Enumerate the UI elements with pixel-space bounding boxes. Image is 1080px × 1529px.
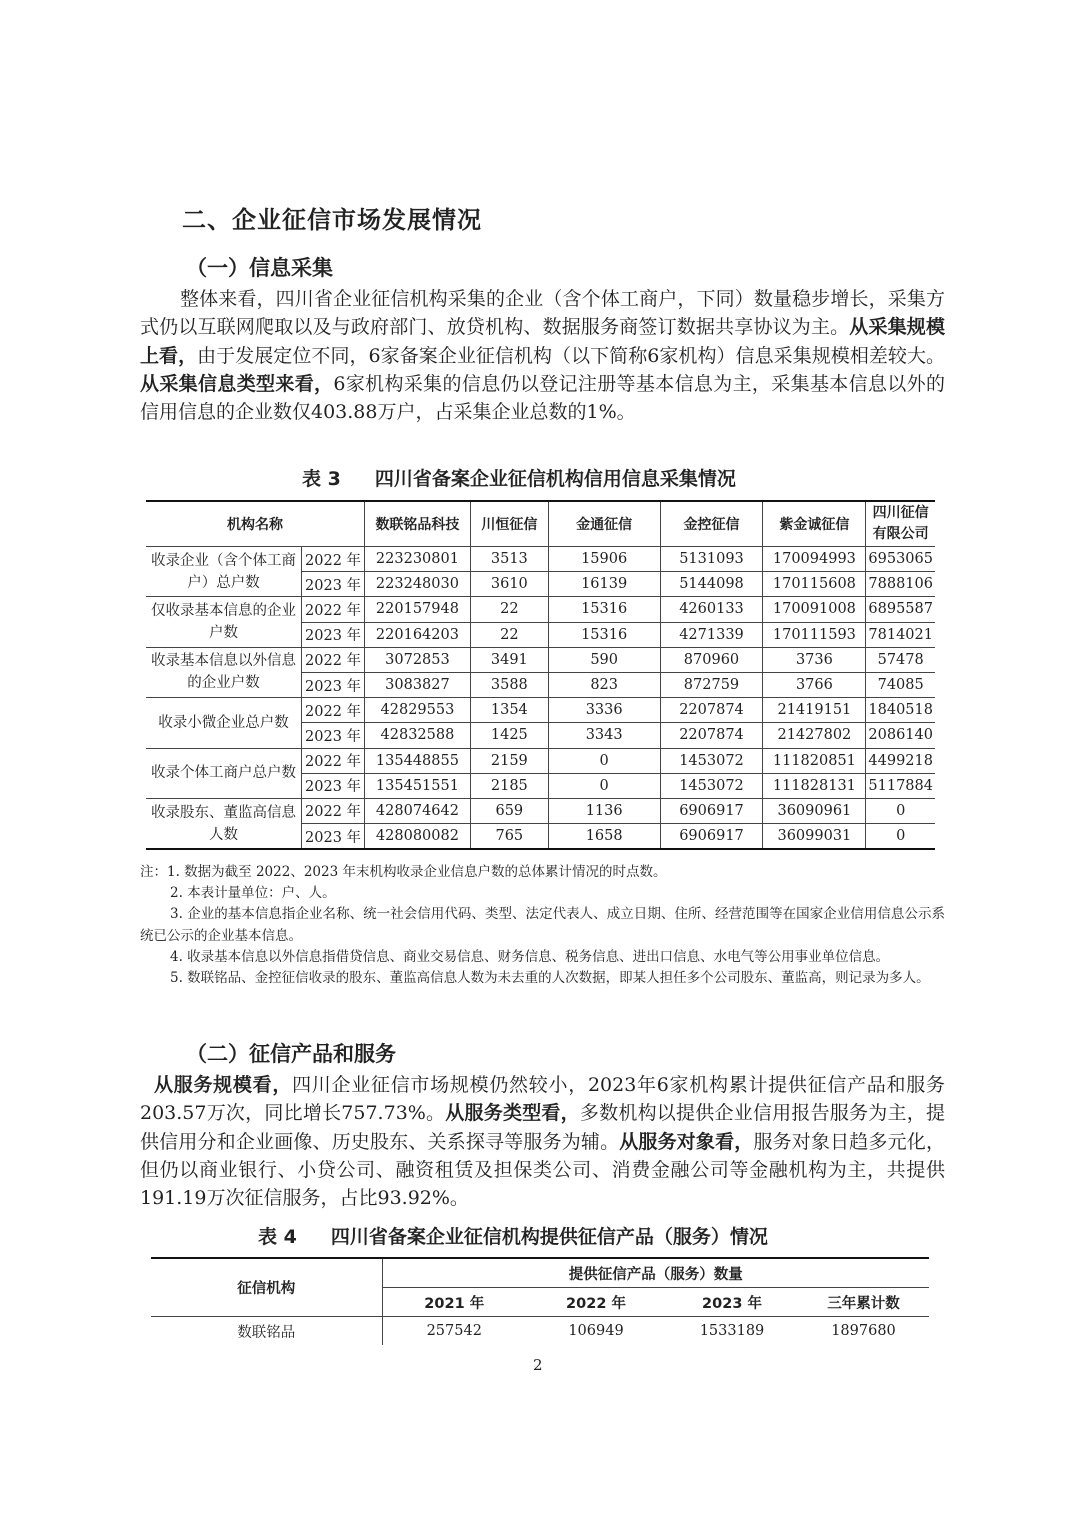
table3-cell: 6895587 (866, 597, 935, 622)
table4-header-year: 2022 年 (526, 1288, 666, 1317)
table3-cell: 4260133 (660, 597, 763, 622)
table3-cell: 170094993 (763, 547, 866, 572)
table3-cell-year: 2023 年 (302, 824, 365, 850)
table3-cell: 659 (470, 798, 548, 823)
table3-cell: 111820851 (763, 748, 866, 773)
table3-cell-year: 2022 年 (302, 698, 365, 723)
paragraph-info-collection (140, 285, 945, 426)
table3-caption (302, 464, 736, 491)
paragraph-text: 整体来看，四川省企业征信机构采集的企业（含个体工商户，下同）数量稳步增长，采集方式仍以互联网爬取以及与政府部门、放贷机构、数据服务商签订数据共享协议为主。 (140, 288, 945, 339)
table4-header-year: 2021 年 (382, 1288, 526, 1317)
page-number: 2 (533, 1356, 543, 1374)
table4-cell: 257542 (382, 1317, 526, 1346)
table3-row-label: 收录股东、董监高信息人数 (146, 798, 302, 849)
paragraph-lead-phrase: 从服务类型看， (445, 1102, 580, 1125)
table3-cell: 135451551 (364, 773, 470, 798)
table3-header-org: 数联铭品科技 (364, 501, 470, 547)
table3-cell: 74085 (866, 672, 935, 697)
subsection-title-products-services: （二）征信产品和服务 (186, 1042, 396, 1066)
table3-cell: 2159 (470, 748, 548, 773)
table3-cell-year: 2023 年 (302, 622, 365, 647)
table3-cell-year: 2023 年 (302, 773, 365, 798)
paragraph-lead-phrase: 从服务对象看， (619, 1130, 754, 1153)
table3-cell: 3736 (763, 647, 866, 672)
table-row (151, 1317, 929, 1346)
table4-header-year: 三年累计数 (798, 1288, 929, 1317)
table3-cell: 170111593 (763, 622, 866, 647)
table-row (146, 547, 935, 572)
paragraph-products-services (140, 1071, 945, 1212)
table4-cell: 1533189 (699, 1323, 765, 1339)
table3-cell: 1136 (548, 798, 660, 823)
table3-cell: 15906 (548, 547, 660, 572)
table-row (146, 798, 935, 823)
table3-cell: 135448855 (364, 748, 470, 773)
table-row (146, 698, 935, 723)
table3-cell: 22 (470, 597, 548, 622)
table-row (146, 647, 935, 672)
table3-cell: 3610 (470, 572, 548, 597)
table4-cell: 1897680 (831, 1323, 896, 1339)
table3-cell: 1354 (470, 698, 548, 723)
table3-cell: 3083827 (364, 672, 470, 697)
table3-header-org: 川恒征信 (470, 501, 548, 547)
table3-cell: 872759 (660, 672, 763, 697)
table3-cell: 3343 (548, 723, 660, 748)
table3-header-org: 紫金诚征信 (763, 501, 866, 547)
table3-header-row (146, 501, 935, 547)
table4-caption (258, 1222, 768, 1249)
table3-row-label: 收录基本信息以外信息的企业户数 (146, 647, 302, 697)
table3-cell: 2207874 (660, 698, 763, 723)
table3-note: 3. 企业的基本信息指企业名称、统一社会信用代码、类型、法定代表人、成立日期、住所、经营范围等在国家企业信用信息公示系统已公示的企业基本信息。 (140, 906, 945, 944)
table4-header-row (151, 1258, 929, 1288)
paragraph-text: 服务对象日趋多元化，但仍以商业银行、小贷公司、融资租赁及担保类公司、消费金融公司等金融机构为主，共提供191.19万次征信服务，占比93.92%。 (140, 1130, 945, 1210)
paragraph-lead-phrase: 从采集信息类型来看， (140, 372, 334, 395)
paragraph-text: 四川企业征信市场规模仍然较小，2023年6家机构累计提供征信产品和服务203.57万次，同比增长757.73%。 (140, 1074, 945, 1125)
table3-cell: 220157948 (364, 597, 470, 622)
table3-cell: 42829553 (364, 698, 470, 723)
table3-cell: 15316 (548, 597, 660, 622)
table3-cell: 870960 (660, 647, 763, 672)
table4-header-year: 2023 年 (666, 1288, 798, 1317)
table3-cell: 220164203 (364, 622, 470, 647)
table3-cell: 823 (548, 672, 660, 697)
table3-cell: 36090961 (763, 798, 866, 823)
table3-cell: 22 (470, 622, 548, 647)
table3-note: 4. 收录基本信息以外信息指借贷信息、商业交易信息、财务信息、税务信息、进出口信息、水电气等公用事业单位信息。 (170, 948, 890, 965)
table3-cell: 1425 (470, 723, 548, 748)
paragraph-text: 6家机构采集的信息仍以登记注册等基本信息为主，采集基本信息以外的信用信息的企业数仅403.88万户，占采集企业总数的1%。 (140, 372, 945, 424)
table3-cell: 16139 (548, 572, 660, 597)
table3-cell: 42832588 (364, 723, 470, 748)
table4-cell-org: 数联铭品 (237, 1324, 296, 1341)
table3-cell: 3491 (470, 647, 548, 672)
table3-cell: 3336 (548, 698, 660, 723)
table3-cell: 3072853 (364, 647, 470, 672)
table4-number: 表 4 (258, 1226, 297, 1248)
table3-cell: 21419151 (763, 698, 866, 723)
table3-cell: 170115608 (763, 572, 866, 597)
table4-title: 四川省备案企业征信机构提供征信产品（服务）情况 (330, 1226, 768, 1248)
table3-header-org: 四川征信有限公司 (866, 501, 935, 547)
table4-header-org: 征信机构 (151, 1258, 382, 1317)
table3-cell-year: 2022 年 (302, 798, 365, 823)
table3-note: 注：1. 数据为截至 2022、2023 年末机构收录企业信息户数的总体累计情况的时点数。 (140, 864, 667, 880)
table3-cell: 5144098 (660, 572, 763, 597)
table3-cell: 1840518 (866, 698, 935, 723)
table3-cell: 5117884 (866, 773, 935, 798)
table3-cell: 223230801 (364, 547, 470, 572)
table3-cell: 0 (866, 824, 935, 850)
table3-cell: 5131093 (660, 547, 763, 572)
table3-cell: 765 (470, 824, 548, 850)
table3-cell: 57478 (866, 647, 935, 672)
table3-cell: 7888106 (866, 572, 935, 597)
table3-cell: 6906917 (660, 824, 763, 850)
table3-row-label: 收录小微企业总户数 (146, 698, 302, 748)
table3-cell: 0 (866, 798, 935, 823)
paragraph-lead-phrase: 从服务规模看， (154, 1074, 293, 1096)
table3-row-label: 仅收录基本信息的企业户数 (146, 597, 302, 647)
table3-cell: 1658 (548, 824, 660, 850)
table3-cell: 223248030 (364, 572, 470, 597)
table3-cell-year: 2022 年 (302, 547, 365, 572)
table-row (146, 597, 935, 622)
table3-cell: 6953065 (866, 547, 935, 572)
table3-cell: 7814021 (866, 622, 935, 647)
table3-header-org: 金通征信 (548, 501, 660, 547)
table3-header-org-name: 机构名称 (146, 501, 364, 547)
table3-cell: 0 (548, 773, 660, 798)
table3-cell: 1453072 (660, 773, 763, 798)
table3-cell-year: 2023 年 (302, 672, 365, 697)
table3-cell: 36099031 (763, 824, 866, 850)
table3-cell: 3766 (763, 672, 866, 697)
table3-notes (140, 862, 945, 989)
table3-cell: 0 (548, 748, 660, 773)
table3 (146, 500, 935, 850)
table3-header-org: 金控征信 (660, 501, 763, 547)
table3-note: 5. 数联铭品、金控征信收录的股东、董监高信息人数为未去重的人次数据，即某人担任多个公司股东、董监高，则记录为多人。 (170, 970, 930, 987)
paragraph-lead-phrase: 从采集规模上看， (140, 316, 945, 367)
table3-cell: 590 (548, 647, 660, 672)
table-row (146, 748, 935, 773)
subsection-title-info-collection: （一）信息采集 (186, 256, 333, 280)
table3-cell: 2185 (470, 773, 548, 798)
table3-cell: 15316 (548, 622, 660, 647)
table3-cell-year: 2022 年 (302, 748, 365, 773)
table3-cell: 2086140 (866, 723, 935, 748)
table4-header-group: 提供征信产品（服务）数量 (382, 1258, 929, 1288)
table3-cell: 3588 (470, 672, 548, 697)
table3-cell: 1453072 (660, 748, 763, 773)
table3-cell-year: 2023 年 (302, 723, 365, 748)
paragraph-text: 多数机构以提供企业信用报告服务为主，提供信用分和企业画像、历史股东、关系探寻等服务为辅。 (140, 1102, 945, 1153)
table3-cell: 111828131 (763, 773, 866, 798)
table3-note: 2. 本表计量单位：户、人。 (170, 885, 336, 902)
table3-cell: 6906917 (660, 798, 763, 823)
table3-cell: 4271339 (660, 622, 763, 647)
table3-cell: 4499218 (866, 748, 935, 773)
table3-cell-year: 2023 年 (302, 572, 365, 597)
table3-cell: 170091008 (763, 597, 866, 622)
table3-row-label: 收录企业（含个体工商户）总户数 (146, 547, 302, 597)
section-title: 二、企业征信市场发展情况 (182, 206, 482, 234)
table3-cell-year: 2022 年 (302, 647, 365, 672)
table3-number: 表 3 (302, 468, 341, 490)
paragraph-text: 由于发展定位不同，6家备案企业征信机构（以下简称6家机构）信息采集规模相差较大。 (197, 344, 945, 367)
table3-title: 四川省备案企业征信机构信用信息采集情况 (374, 468, 736, 490)
table3-cell: 428080082 (364, 824, 470, 850)
table3-cell: 3513 (470, 547, 548, 572)
table4 (151, 1257, 929, 1345)
table3-cell: 21427802 (763, 723, 866, 748)
table4-cell: 106949 (568, 1323, 624, 1339)
table3-row-label: 收录个体工商户总户数 (146, 748, 302, 798)
table3-cell: 2207874 (660, 723, 763, 748)
table3-cell: 428074642 (364, 798, 470, 823)
table3-cell-year: 2022 年 (302, 597, 365, 622)
